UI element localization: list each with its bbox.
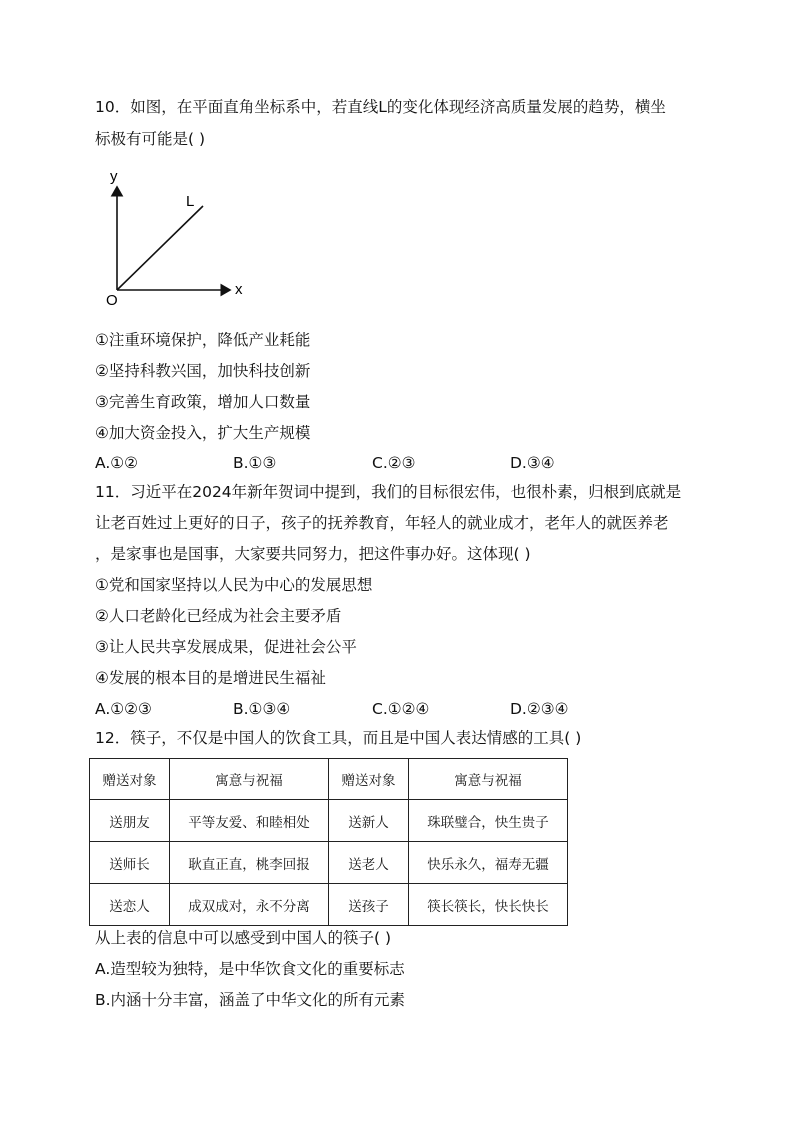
q11-item-3: ③让人民共享发展成果，促进社会公平: [95, 638, 357, 656]
q12-question: 从上表的信息中可以感受到中国人的筷子( ): [95, 929, 392, 947]
table-cell: 快乐永久，福寿无疆: [409, 842, 568, 884]
q11-option-b[interactable]: B.①③④: [233, 700, 291, 718]
table-cell: 珠联璧合，快生贵子: [409, 800, 568, 842]
q10-item-4: ④加大资金投入，扩大生产规模: [95, 424, 311, 442]
q10-item-1: ①注重环境保护，降低产业耗能: [95, 331, 311, 349]
q11-stem-line3: ，是家事也是国事，大家要共同努力，把这件事办好。这体现( ): [95, 545, 531, 563]
q10-stem-line2: 标极有可能是( ): [95, 130, 206, 148]
q11-item-1: ①党和国家坚持以人民为中心的发展思想: [95, 576, 373, 594]
q11-option-c[interactable]: C.①②④: [372, 700, 430, 718]
chopsticks-gift-table: [89, 758, 568, 926]
table-header-row: [90, 759, 568, 800]
q10-item-3: ③完善生育政策，增加人口数量: [95, 393, 311, 411]
table-cell: 筷长筷长，快长快长: [409, 884, 568, 926]
q11-option-a[interactable]: A.①②③: [95, 700, 152, 718]
line-l: [117, 206, 203, 290]
table-row: [90, 800, 568, 842]
q12-stem: 12．筷子，不仅是中国人的饮食工具，而且是中国人表达情感的工具( ): [95, 729, 582, 747]
table-header-cell: 赠送对象: [90, 759, 170, 800]
table-cell: 平等友爱、和睦相处: [170, 800, 329, 842]
q10-option-b[interactable]: B.①③: [233, 454, 277, 472]
table-row: [90, 842, 568, 884]
q11-option-d[interactable]: D.②③④: [510, 700, 569, 718]
q10-option-a[interactable]: A.①②: [95, 454, 139, 472]
table-cell: 送恋人: [90, 884, 170, 926]
q12-option-b[interactable]: B.内涵十分丰富，涵盖了中华文化的所有元素: [95, 991, 406, 1009]
table-cell: 送老人: [329, 842, 409, 884]
q10-option-c[interactable]: C.②③: [372, 454, 416, 472]
table-cell: 成双成对，永不分离: [170, 884, 329, 926]
table-header-cell: 赠送对象: [329, 759, 409, 800]
table-header-cell: 寓意与祝福: [170, 759, 329, 800]
q10-option-d[interactable]: D.③④: [510, 454, 555, 472]
origin-label: O: [106, 292, 118, 309]
q12-option-a[interactable]: A.造型较为独特，是中华饮食文化的重要标志: [95, 960, 405, 978]
table-cell: 送新人: [329, 800, 409, 842]
table-cell: 送孩子: [329, 884, 409, 926]
y-axis-label: y: [110, 168, 118, 185]
line-l-label: L: [186, 193, 195, 210]
table-row: [90, 884, 568, 926]
q11-stem-line2: 让老百姓过上更好的日子，孩子的抚养教育，年轻人的就业成才，老年人的就医养老: [95, 514, 669, 532]
q11-stem-line1: 11．习近平在2024年新年贺词中提到，我们的目标很宏伟，也很朴素，归根到底就是: [95, 483, 682, 501]
table-header-cell: 寓意与祝福: [409, 759, 568, 800]
table-cell: 送朋友: [90, 800, 170, 842]
table-cell: 送师长: [90, 842, 170, 884]
q10-item-2: ②坚持科教兴国，加快科技创新: [95, 362, 311, 380]
q11-item-2: ②人口老龄化已经成为社会主要矛盾: [95, 607, 342, 625]
x-axis-label: x: [235, 281, 243, 298]
q10-stem-line1: 10．如图，在平面直角坐标系中，若直线L的变化体现经济高质量发展的趋势，横坐: [95, 98, 666, 116]
coordinate-graph: [95, 165, 255, 310]
q11-item-4: ④发展的根本目的是增进民生福祉: [95, 669, 326, 687]
table-cell: 耿直正直，桃李回报: [170, 842, 329, 884]
